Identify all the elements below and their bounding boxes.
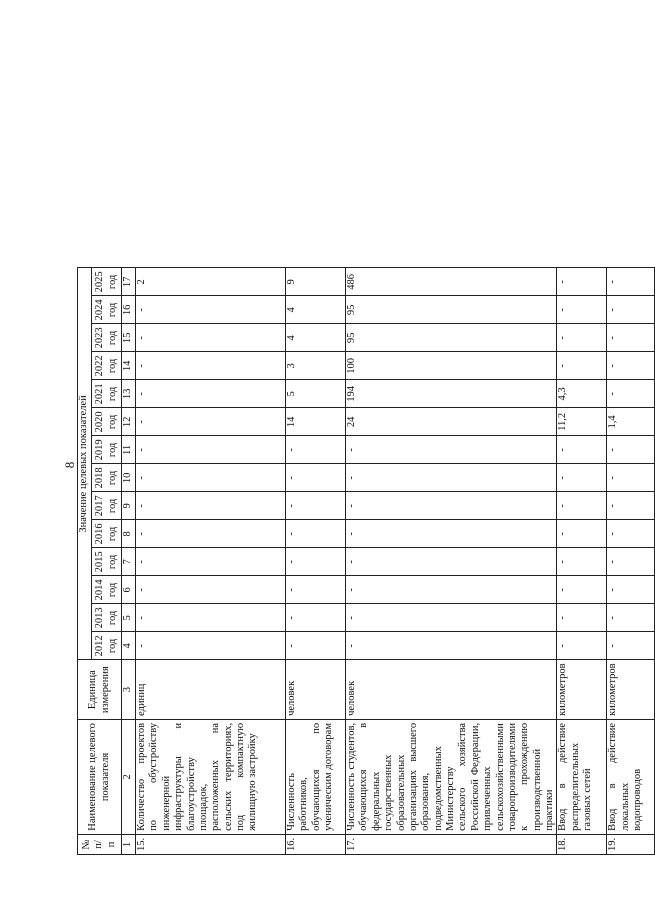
- column-number: 1: [122, 834, 136, 854]
- value-cell: 4: [286, 296, 346, 324]
- column-number: 11: [122, 436, 136, 464]
- value-cell: -: [346, 632, 557, 660]
- value-cell: -: [607, 464, 655, 492]
- value-cell: -: [136, 352, 286, 380]
- value-cell: -: [557, 604, 607, 632]
- value-cell: -: [286, 464, 346, 492]
- unit-cell: километров: [607, 660, 655, 720]
- indicator-name: Ввод в действие распределительных газовых сетей: [557, 719, 607, 834]
- header-year: 2023 год: [92, 324, 122, 352]
- column-number: 15: [122, 324, 136, 352]
- value-cell: -: [346, 464, 557, 492]
- column-number: 16: [122, 296, 136, 324]
- column-number: 10: [122, 464, 136, 492]
- value-cell: -: [607, 548, 655, 576]
- value-cell: -: [346, 492, 557, 520]
- value-cell: -: [136, 464, 286, 492]
- header-unit: Единица измерения: [78, 660, 122, 720]
- value-cell: -: [607, 492, 655, 520]
- header-year: 2012 год: [92, 632, 122, 660]
- value-cell: -: [557, 492, 607, 520]
- value-cell: 95: [346, 324, 557, 352]
- header-year: 2019 год: [92, 436, 122, 464]
- value-cell: -: [136, 324, 286, 352]
- value-cell: 95: [346, 296, 557, 324]
- value-cell: -: [346, 576, 557, 604]
- value-cell: 486: [346, 268, 557, 296]
- column-number: 6: [122, 576, 136, 604]
- value-cell: -: [136, 408, 286, 436]
- value-cell: -: [557, 352, 607, 380]
- value-cell: -: [346, 548, 557, 576]
- value-cell: -: [136, 604, 286, 632]
- header-year: 2016 год: [92, 520, 122, 548]
- value-cell: -: [607, 268, 655, 296]
- column-number: 12: [122, 408, 136, 436]
- indicator-name: Численность работников, обучающихся по ученическим договорам: [286, 719, 346, 834]
- row-number: 17.: [346, 834, 557, 854]
- value-cell: -: [286, 492, 346, 520]
- value-cell: 1,4: [607, 408, 655, 436]
- value-cell: -: [346, 520, 557, 548]
- row-number: 18.: [557, 834, 607, 854]
- table-row: [136, 268, 286, 855]
- unit-cell: человек: [286, 660, 346, 720]
- value-cell: 5: [286, 380, 346, 408]
- indicators-table: [77, 267, 655, 855]
- header-year: 2013 год: [92, 604, 122, 632]
- value-cell: -: [136, 296, 286, 324]
- row-number: 16.: [286, 834, 346, 854]
- value-cell: -: [136, 548, 286, 576]
- header-year: 2025 год: [92, 268, 122, 296]
- value-cell: 4,3: [557, 380, 607, 408]
- indicator-name: Ввод в действие локальных водопроводов: [607, 719, 655, 834]
- value-cell: 11,2: [557, 408, 607, 436]
- header-year: 2017 год: [92, 492, 122, 520]
- value-cell: -: [557, 632, 607, 660]
- value-cell: 9: [286, 268, 346, 296]
- value-cell: -: [136, 576, 286, 604]
- column-number: 9: [122, 492, 136, 520]
- header-year: 2024 год: [92, 296, 122, 324]
- value-cell: -: [607, 296, 655, 324]
- header-year: 2014 год: [92, 576, 122, 604]
- value-cell: -: [286, 436, 346, 464]
- value-cell: -: [286, 548, 346, 576]
- value-cell: -: [607, 436, 655, 464]
- column-number: 14: [122, 352, 136, 380]
- column-number: 13: [122, 380, 136, 408]
- value-cell: 194: [346, 380, 557, 408]
- indicator-name: Количество проектов по обустройству инженерной инфраструктуры и благоустройству площадок, расположенных на сельских территориях, под компактную жилищную застройку: [136, 719, 286, 834]
- column-number: 3: [122, 660, 136, 720]
- value-cell: -: [346, 604, 557, 632]
- row-number: 19.: [607, 834, 655, 854]
- column-number: 5: [122, 604, 136, 632]
- table-row: [557, 268, 607, 855]
- value-cell: 4: [286, 324, 346, 352]
- value-cell: -: [607, 380, 655, 408]
- header-year: 2018 год: [92, 464, 122, 492]
- value-cell: -: [136, 520, 286, 548]
- page-number: 8: [62, 461, 77, 469]
- unit-cell: человек: [346, 660, 557, 720]
- value-cell: -: [557, 548, 607, 576]
- table-row: [286, 268, 346, 855]
- value-cell: -: [286, 632, 346, 660]
- value-cell: 3: [286, 352, 346, 380]
- value-cell: -: [136, 492, 286, 520]
- value-cell: -: [607, 604, 655, 632]
- column-number: 17: [122, 268, 136, 296]
- value-cell: -: [557, 296, 607, 324]
- value-cell: -: [286, 604, 346, 632]
- rotated-page: [77, 50, 644, 855]
- value-cell: -: [557, 268, 607, 296]
- indicator-name: Численность студентов, обучающихся в федеральных государственных образовательных организациях высшего образования, подведомственных Министерству сельского хозяйства Российской Федерации, привлеченных сельскохозяйственными товаропроизводителями к прохождению производственной практики: [346, 719, 557, 834]
- header-values-group: Значение целевых показателей: [78, 268, 92, 660]
- value-cell: -: [286, 520, 346, 548]
- header-year: 2021 год: [92, 380, 122, 408]
- value-cell: -: [607, 632, 655, 660]
- value-cell: -: [346, 436, 557, 464]
- value-cell: -: [557, 520, 607, 548]
- column-number: 7: [122, 548, 136, 576]
- row-number: 15.: [136, 834, 286, 854]
- table-row: [346, 268, 557, 855]
- value-cell: -: [607, 576, 655, 604]
- header-name: Наименование целевого показателя: [78, 719, 122, 834]
- value-cell: -: [286, 576, 346, 604]
- unit-cell: единиц: [136, 660, 286, 720]
- value-cell: -: [557, 436, 607, 464]
- header-year: 2022 год: [92, 352, 122, 380]
- column-number: 2: [122, 719, 136, 834]
- value-cell: -: [607, 520, 655, 548]
- value-cell: 100: [346, 352, 557, 380]
- value-cell: -: [557, 576, 607, 604]
- value-cell: 2: [136, 268, 286, 296]
- value-cell: 14: [286, 408, 346, 436]
- value-cell: -: [136, 380, 286, 408]
- value-cell: -: [557, 464, 607, 492]
- value-cell: -: [136, 632, 286, 660]
- table-row: [607, 268, 655, 855]
- value-cell: -: [136, 436, 286, 464]
- unit-cell: километров: [557, 660, 607, 720]
- column-number: 8: [122, 520, 136, 548]
- value-cell: 24: [346, 408, 557, 436]
- value-cell: -: [557, 324, 607, 352]
- value-cell: -: [607, 352, 655, 380]
- header-year: 2020 год: [92, 408, 122, 436]
- header-year: 2015 год: [92, 548, 122, 576]
- column-number: 4: [122, 632, 136, 660]
- header-num: № п/п: [78, 834, 122, 854]
- value-cell: -: [607, 324, 655, 352]
